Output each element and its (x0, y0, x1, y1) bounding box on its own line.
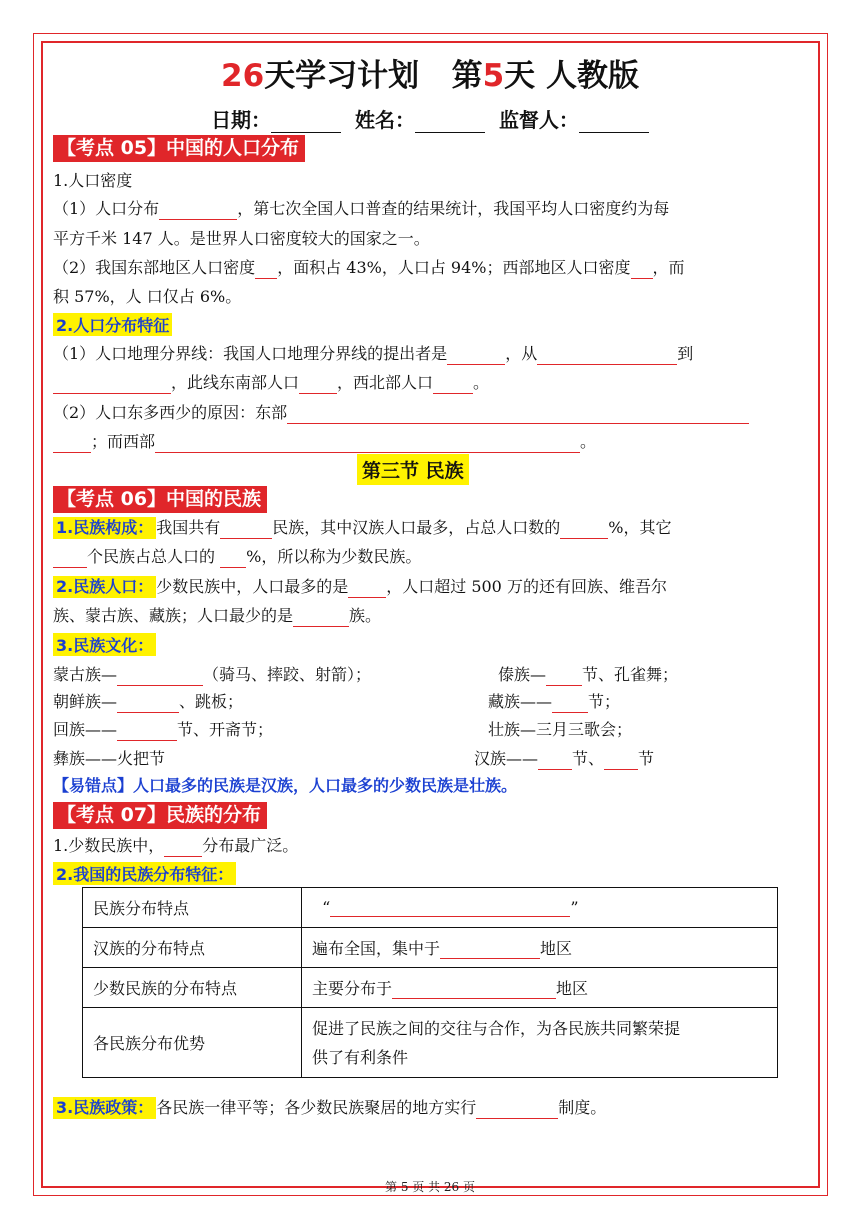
kd05-l2d: 积 57%，人 口仅占 6%。 (53, 287, 242, 306)
kd05-s1: 1.人口密度 (53, 171, 133, 190)
table-cell: 汉族的分布特点 (83, 928, 302, 968)
culture-korean: 朝鲜族— 、跳板； (53, 692, 244, 711)
table-cell: “ ” (302, 888, 778, 928)
kd05-l3d: ，此线东南部人口 ，西北部人口 。 (53, 372, 489, 394)
table-row (83, 928, 778, 968)
page-footer: 第 5 页 共 26 页 (385, 1180, 475, 1194)
date-blank (271, 114, 341, 133)
page-title: 26天学习计划 第5天 人教版 (221, 58, 639, 94)
kd07-s3: 3.民族政策： 各民族一律平等；各少数民族聚居的地方实行 制度。 (53, 1097, 606, 1119)
table-row (83, 1008, 778, 1078)
name-blank (415, 114, 485, 133)
header-fields: 日期： 姓名： 监督人： (0, 104, 860, 133)
kd06-p2c: 族、蒙古族、藏族；人口最少的是 族。 (53, 606, 382, 625)
supervisor-blank (579, 114, 649, 133)
culture-yi: 彝族——火把节 (53, 749, 166, 768)
distribution-table (82, 887, 778, 1078)
kd06-p1: 1.民族构成： 我国共有 民族，其中汉族人口最多，占总人口数的 %，其它 (53, 517, 671, 539)
culture-mongol: 蒙古族— （骑马、摔跤、射箭）； (53, 665, 372, 684)
kd07-s1: 1.少数民族中， 分布最广泛。 (53, 836, 299, 855)
culture-han: 汉族—— 节、 节 (474, 749, 655, 768)
table-cell: 遍布全国，集中于 地区 (302, 928, 778, 968)
kd06-heading: 【考点 06】中国的民族 (53, 486, 267, 513)
kd05-l4: （2）人口东多西少的原因：东部 (53, 402, 749, 424)
culture-zhuang: 壮族—三月三歌会； (488, 720, 633, 739)
kd06-p2: 2.民族人口： 少数民族中，人口最多的是 ，人口超过 500 万的还有回族、维吾尔 (53, 576, 667, 598)
kd05-heading: 【考点 05】中国的人口分布 (53, 135, 305, 162)
table-row (83, 888, 778, 928)
culture-hui: 回族—— 节、开斋节； (53, 720, 274, 739)
table-cell: 各民族分布优势 (83, 1008, 302, 1078)
section-title: 第三节 民族 (357, 454, 469, 485)
kd07-heading: 【考点 07】民族的分布 (53, 802, 267, 829)
kd05-l4b: ；而西部 。 (53, 431, 596, 453)
table-row (83, 968, 778, 1008)
mistake-note: 【易错点】人口最多的民族是汉族，人口最多的少数民族是壮族。 (53, 776, 518, 795)
kd05-l1c: 平方千米 147 人。是世界人口密度较大的国家之一。 (53, 229, 430, 248)
culture-dai: 傣族— 节、孔雀舞； (498, 665, 679, 684)
kd05-l2: （2）我国东部地区人口密度 ，面积占 43%，人口占 94%；西部地区人口密度 ，而 (53, 258, 685, 277)
kd05-s2: 2.人口分布特征 (53, 313, 172, 336)
table-cell: 促进了民族之间的交往与合作，为各民族共同繁荣提 供了有利条件 (302, 1008, 778, 1078)
table-cell: 少数民族的分布特点 (83, 968, 302, 1008)
table-cell: 民族分布特点 (83, 888, 302, 928)
kd05-l1: （1）人口分布 ，第七次全国人口普查的结果统计，我国平均人口密度约为每 (53, 199, 670, 218)
kd05-l3: （1）人口地理分界线：我国人口地理分界线的提出者是 ，从 到 (53, 344, 694, 363)
table-cell: 主要分布于 地区 (302, 968, 778, 1008)
kd07-s2: 2.我国的民族分布特征： (53, 862, 236, 885)
culture-tibetan: 藏族—— 节； (488, 692, 621, 711)
kd06-p1b: 个民族占总人口的 %，所以称为少数民族。 (53, 546, 421, 568)
kd06-p3-label: 3.民族文化： (53, 633, 156, 656)
